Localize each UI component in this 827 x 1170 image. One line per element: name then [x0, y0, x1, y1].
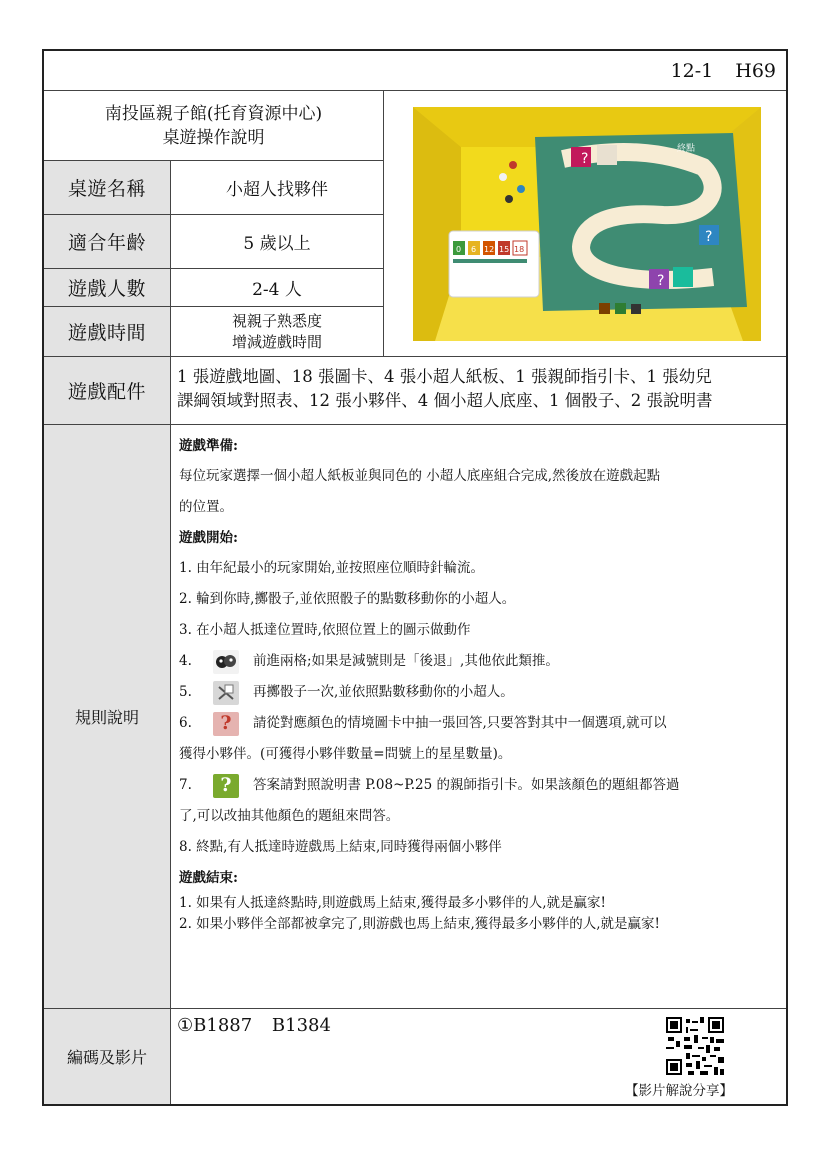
start-title: 遊戲開始: [179, 530, 238, 546]
time-label: 遊戲時間 [44, 307, 171, 357]
end-title: 遊戲結束: [179, 870, 238, 886]
step-text: 答案請對照說明書 P.08~P.25 的親師指引卡。如果該顏色的題組都答過 [253, 777, 680, 793]
start-step-2: 2. 輪到你時,擲骰子,並依照骰子的點數移動你的小超人。 [179, 591, 516, 607]
step-number: 5. [179, 684, 192, 700]
video-code-2: B1384 [271, 1015, 331, 1036]
time-value-line-2: 增減遊戲時間 [231, 332, 322, 351]
rules-label: 規則說明 [44, 425, 171, 1009]
item-code: H69 [735, 59, 776, 82]
red-question-icon: ? [213, 712, 239, 736]
players-label: 遊戲人數 [44, 269, 171, 307]
step-text: 再擲骰子一次,並依照點數移動你的小超人。 [253, 684, 514, 700]
game-photo-cell [384, 91, 786, 357]
time-value [171, 307, 384, 357]
board-question-mark: ? [657, 273, 665, 289]
components-value [171, 357, 786, 425]
start-step-4 [179, 646, 778, 677]
title-line-2: 桌遊操作說明 [162, 127, 265, 148]
step-text: 請從對應顏色的情境圖卡中抽一張回答,只要答對其中一個選項,就可以 [253, 715, 667, 731]
video-caption-link[interactable]: 【影片解說分享】 [625, 1083, 733, 1099]
start-step-7 [179, 770, 778, 801]
page-title [44, 91, 384, 161]
start-step-1: 1. 由年紀最小的玩家開始,並按照座位順時針輪流。 [179, 560, 484, 576]
end-line-1: 1. 如果有人抵達終點時,則遊戲馬上結束,獲得最多小夥伴的人,就是贏家! [179, 895, 606, 911]
card-age: 15 [499, 245, 510, 254]
board-question-mark: ? [581, 151, 589, 167]
end-line-2: 2. 如果小夥伴全部都被拿完了,則游戲也馬上結束,獲得最多小夥伴的人,就是贏家! [179, 916, 660, 932]
step-number: 7. [179, 777, 192, 793]
instruction-sheet [42, 49, 788, 1106]
components-line-1: 1 張遊戲地圖、18 張圖卡、4 張小超人紙板、1 張親師指引卡、1 張幼兒 [177, 367, 712, 386]
start-step-7-cont: 了,可以改抽其他顏色的題組來問答。 [179, 808, 400, 824]
step-number: 4. [179, 653, 192, 669]
video-body [171, 1009, 786, 1104]
guide-card [449, 231, 539, 297]
prep-line-1: 每位玩家選擇一個小超人紙板並與同色的 小超人底座組合完成,然後放在遊戲起點 [179, 468, 661, 484]
rules-body [171, 425, 786, 1009]
sheet-code: 12-1 [670, 59, 714, 82]
players-value: 2-4 人 [171, 269, 384, 307]
green-question-icon: ? [213, 774, 239, 798]
step-number: 6. [179, 715, 192, 731]
start-step-6-cont: 獲得小夥伴。(可獲得小夥伴數量=問號上的星星數量)。 [179, 746, 512, 762]
step-text: 前進兩格;如果是減號則是「後退」,其他依此類推。 [253, 653, 559, 669]
time-value-line-1: 視親子熟悉度 [231, 311, 322, 330]
start-step-3: 3. 在小超人抵達位置時,依照位置上的圖示做動作 [179, 622, 471, 638]
game-photo [413, 107, 761, 341]
card-age: 0 [456, 245, 462, 254]
card-age: 6 [471, 245, 477, 254]
board-question-mark: ? [705, 229, 713, 245]
components-label: 遊戲配件 [44, 357, 171, 425]
dice-again-icon [213, 681, 239, 705]
start-step-6 [179, 708, 778, 739]
card-age: 18 [514, 245, 525, 254]
video-code-1: ①B1887 [177, 1015, 253, 1036]
name-value: 小超人找夥伴 [171, 161, 384, 215]
start-step-8: 8. 終點,有人抵達時遊戲馬上結束,同時獲得兩個小夥伴 [179, 839, 502, 855]
board-finish-label: 終點 [677, 144, 696, 154]
video-codes [177, 1015, 345, 1036]
ladybug-move-icon [213, 650, 239, 674]
card-age: 12 [484, 245, 495, 254]
code-row [44, 51, 786, 91]
board-game-map [535, 133, 747, 311]
title-line-1: 南投區親子館(托育資源中心) [104, 103, 323, 124]
components-line-2: 課綱領域對照表、12 張小夥伴、4 個小超人底座、1 個骰子、2 張說明書 [177, 391, 713, 410]
age-value: 5 歲以上 [171, 215, 384, 269]
prep-title: 遊戲準備: [179, 438, 238, 454]
age-label: 適合年齡 [44, 215, 171, 269]
video-label: 編碼及影片 [44, 1009, 171, 1104]
name-label: 桌遊名稱 [44, 161, 171, 215]
start-step-5 [179, 677, 778, 708]
prep-line-2: 的位置。 [179, 499, 233, 515]
qr-code-icon[interactable] [665, 1017, 725, 1075]
